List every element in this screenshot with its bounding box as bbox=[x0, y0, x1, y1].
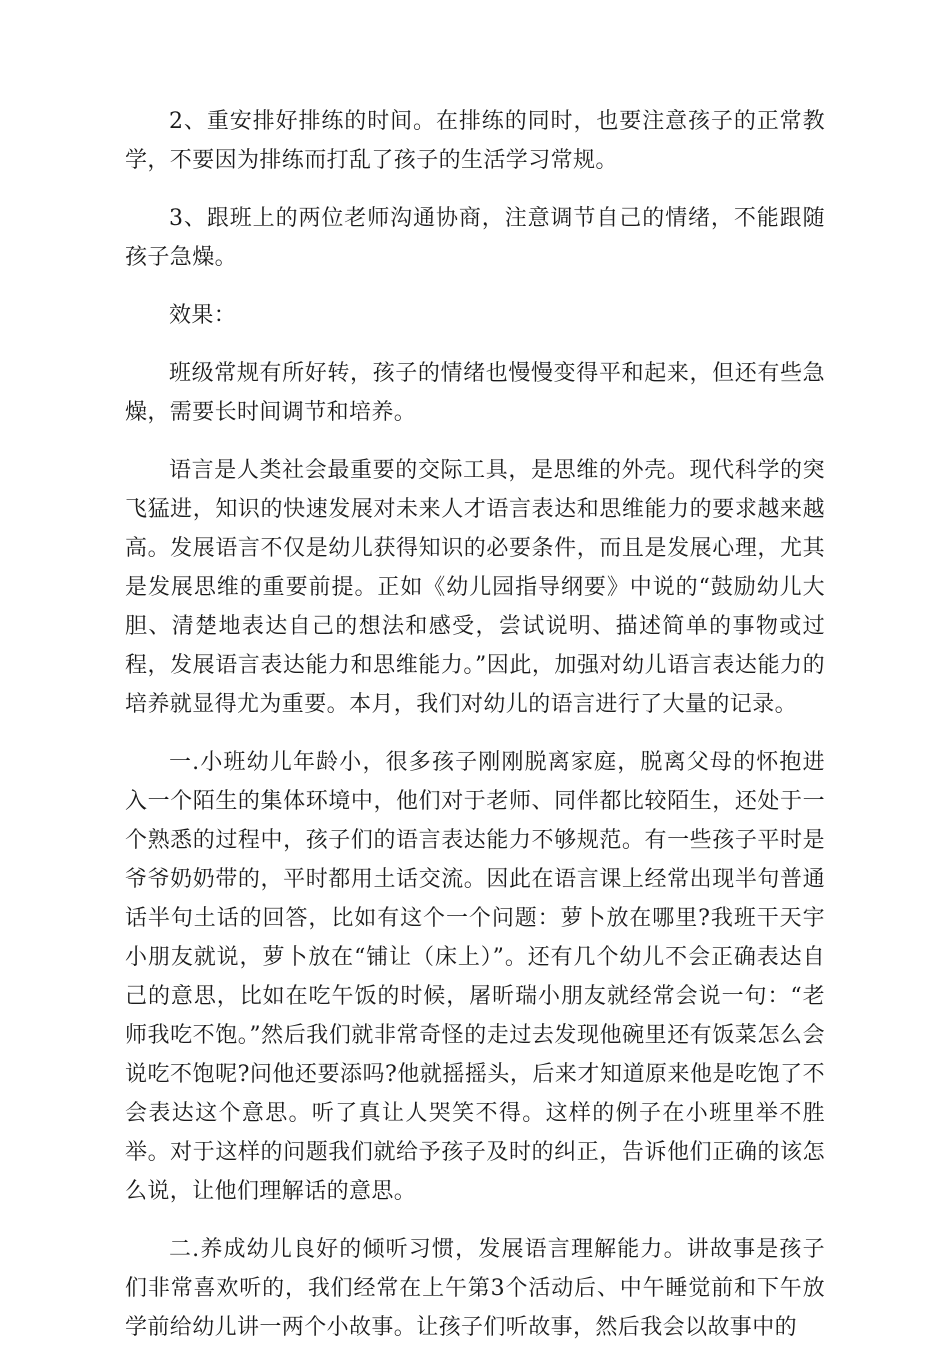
document-body bbox=[125, 102, 825, 1366]
paragraph-effect-result: 班级常规有所好转，孩子的情绪也慢慢变得平和起来，但还有些急燥，需要长时间调节和培养。 bbox=[125, 361, 825, 425]
paragraph-rehearsal-time: 2、重安排好排练的时间。在排练的同时，也要注意孩子的正常教学，不要因为排练而打乱了孩子的生活学习常规。 bbox=[125, 109, 825, 173]
paragraph-teacher-communication: 3、跟班上的两位老师沟通协商，注意调节自己的情绪，不能跟随孩子急燥。 bbox=[125, 206, 825, 270]
paragraph-language-intro: 语言是人类社会最重要的交际工具，是思维的外壳。现代科学的突飞猛进，知识的快速发展对未来人才语言表达和思维能力的要求越来越高。发展语言不仅是幼儿获得知识的必要条件，而且是发展心理，尤其是发展思维的重要前提。正如《幼儿园指导纲要》中说的“鼓励幼儿大胆、清楚地表达自己的想法和感受，尝试说明、描述简单的事物或过程，发展语言表达能力和思维能力。”因此，加强对幼儿语言表达能力的培养就显得尤为重要。本月，我们对幼儿的语言进行了大量的记录。 bbox=[125, 458, 825, 717]
paragraph-section-two: 二.养成幼儿良好的倾听习惯，发展语言理解能力。讲故事是孩子们非常喜欢听的，我们经常在上午第3个活动后、中午睡觉前和下午放学前给幼儿讲一两个小故事。让孩子们听故事，然后我会以故事中的 bbox=[125, 1237, 825, 1340]
paragraph-effect-heading: 效果： bbox=[169, 303, 237, 328]
paragraph-section-one: 一.小班幼儿年龄小，很多孩子刚刚脱离家庭，脱离父母的怀抱进入一个陌生的集体环境中，他们对于老师、同伴都比较陌生，还处于一个熟悉的过程中，孩子们的语言表达能力不够规范。有一些孩子平时是爷爷奶奶带的，平时都用土话交流。因此在语言课上经常出现半句普通话半句土话的回答，比如有这个一个问题：萝卜放在哪里?我班干天宇小朋友就说，萝卜放在“铺让（床上）”。还有几个幼儿不会正确表达自己的意思，比如在吃午饭的时候，屠昕瑞小朋友就经常会说一句：“老师我吃不饱。”然后我们就非常奇怪的走过去发现他碗里还有饭菜怎么会说吃不饱呢?问他还要添吗?他就摇摇头，后来才知道原来他是吃饱了不会表达这个意思。听了真让人哭笑不得。这样的例子在小班里举不胜举。对于这样的问题我们就给予孩子及时的纠正，告诉他们正确的该怎么说，让他们理解话的意思。 bbox=[125, 750, 825, 1204]
